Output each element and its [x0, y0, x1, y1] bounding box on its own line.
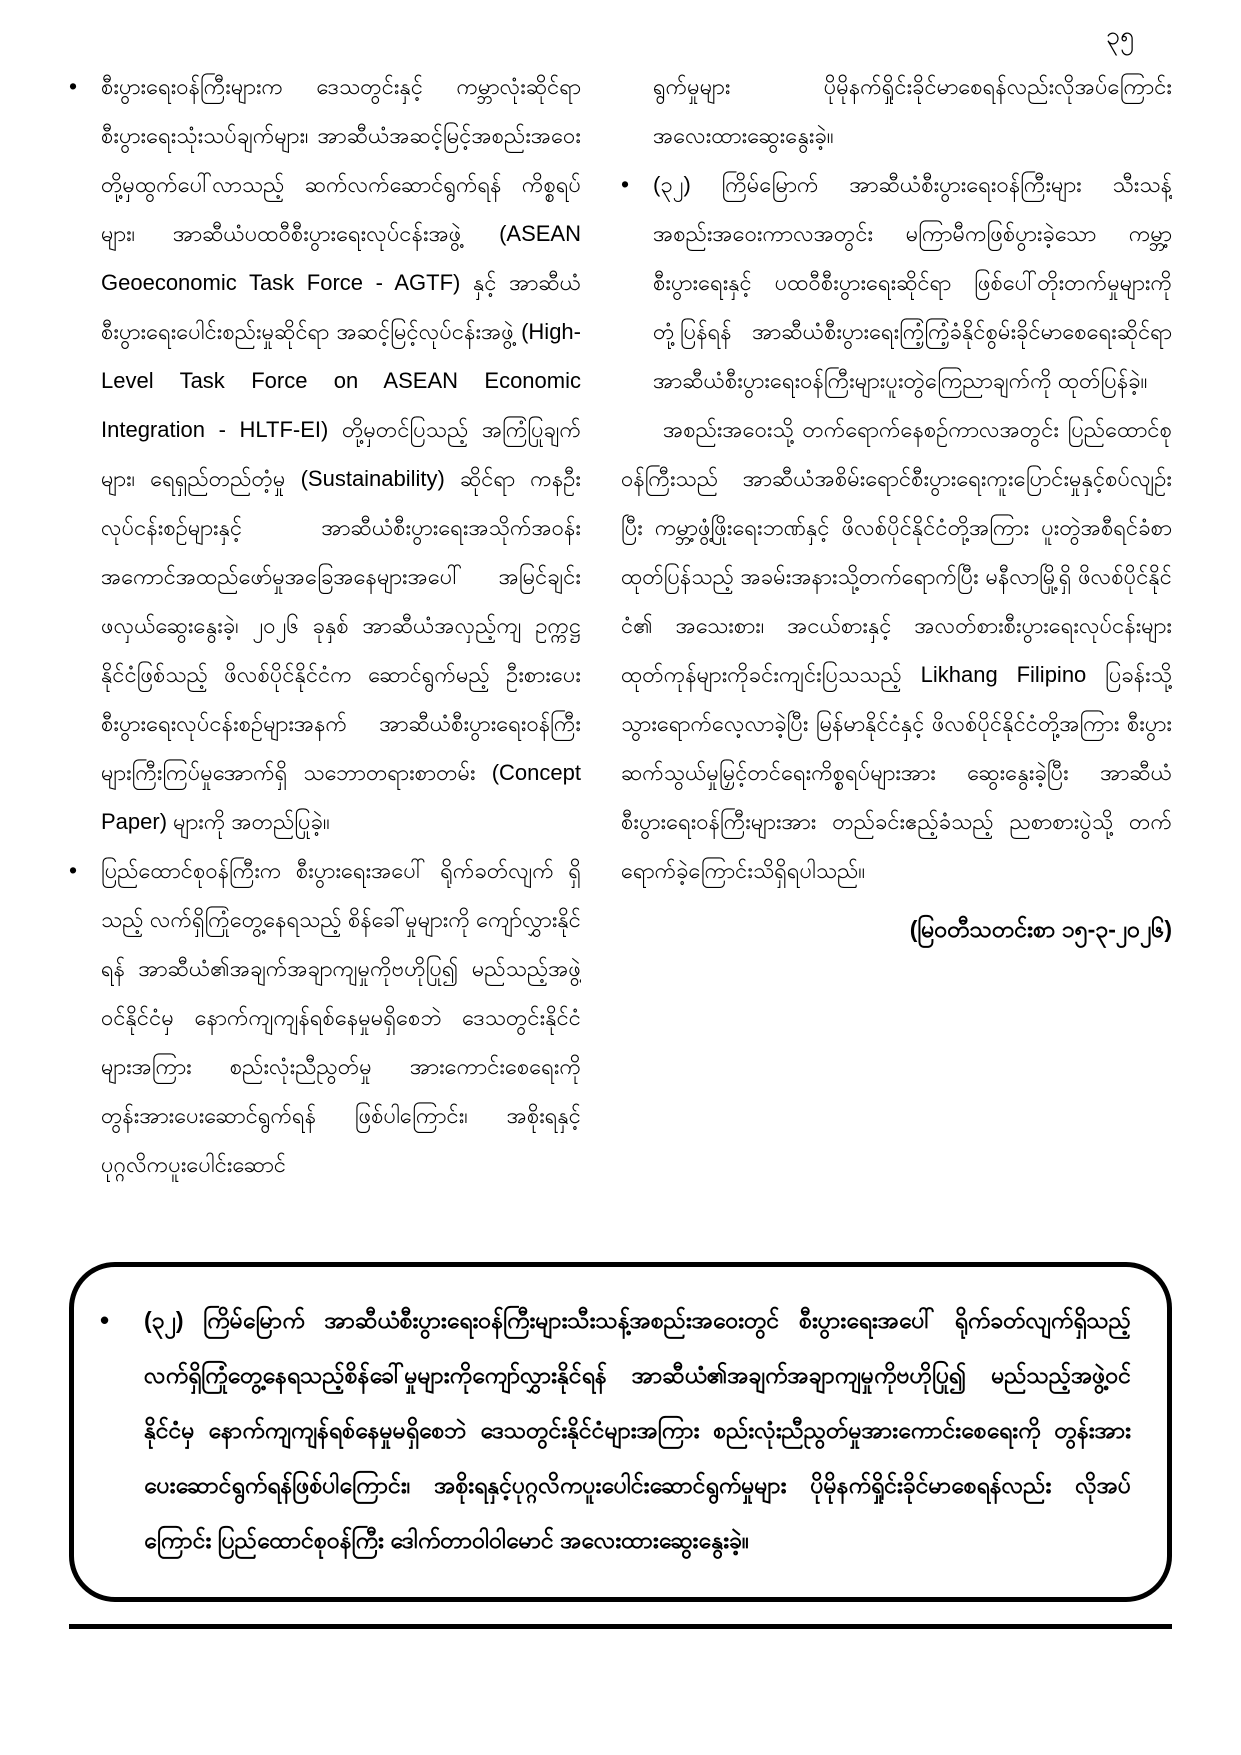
highlight-bullet-item [100, 1293, 1131, 1568]
bullet-1-text: စီးပွားရေးဝန်ကြီးများက ဒေသတွင်းနှင့် ကမ္ဘာလုံးဆိုင်ရာ စီးပွားရေးသုံးသပ်ချက်များ၊ အာဆီယံအဆင့်မြင့်အစည်းအဝေးတို့မှထွက်ပေါ်လာသည့် ဆက်လက်ဆောင်ရွက်ရန် ကိစ္စရပ်များ၊ အာဆီယံပထဝီစီးပွားရေးလုပ်ငန်းအဖွဲ့ (ASEAN Geoeconomic Task Force - AGTF) နှင့် အာဆီယံစီးပွားရေးပေါင်းစည်းမှုဆိုင်ရာ အဆင့်မြင့်လုပ်ငန်းအဖွဲ့ (High-Level Task Force on ASEAN Economic Integration - HLTF-EI) တို့မှတင်ပြသည့် အကြံပြုချက်များ၊ ရေရှည်တည်တံ့မှု (Sustainability) ဆိုင်ရာ ကနဦးလုပ်ငန်းစဉ်များနှင့် အာဆီယံစီးပွားရေးအသိုက်အဝန်း အကောင်အထည်ဖော်မှုအခြေအနေများအပေါ် အမြင်ချင်းဖလှယ်ဆွေးနွေးခဲ့၊ ၂၀၂၆ ခုနှစ် အာဆီယံအလှည့်ကျ ဥက္ကဋ္ဌနိုင်ငံဖြစ်သည့် ဖိလစ်ပိုင်နိုင်ငံက ဆောင်ရွက်မည့် ဦးစားပေးစီးပွားရေးလုပ်ငန်းစဉ်များအနက် အာဆီယံစီးပွားရေးဝန်ကြီးများကြီးကြပ်မှုအောက်ရှိ သဘောတရားစာတမ်း (Concept Paper) များကို အတည်ပြုခဲ့။ [101, 74, 581, 834]
bullet-3-text: (၃၂) ကြိမ်မြောက် အာဆီယံစီးပွားရေးဝန်ကြီးများ သီးသန့် အစည်းအဝေးကာလအတွင်း မကြာမီကဖြစ်ပွားခဲ့သော ကမ္ဘာ့စီးပွားရေးနှင့် ပထဝီစီးပွားရေးဆိုင်ရာ ဖြစ်ပေါ်တိုးတက်မှုများကိုတုံ့ပြန်ရန် အာဆီယံစီးပွားရေးကြံ့ကြံ့ခံနိုင်စွမ်းခိုင်မာစေရေးဆိုင်ရာ အာဆီယံစီးပွားရေးဝန်ကြီးများပူးတွဲကြေညာချက်ကို ထုတ်ပြန်ခဲ့။ [653, 172, 1172, 393]
column-left [69, 62, 581, 1234]
source-citation: (မြဝတီသတင်းစာ ၁၅-၃-၂၀၂၆) [909, 916, 1172, 942]
footer-divider-rule [69, 1624, 1172, 1629]
bullet-icon: • [100, 1305, 110, 1335]
bullet-icon: • [69, 73, 78, 99]
column-right [621, 62, 1172, 1234]
page-number: ၃၅ [1105, 22, 1134, 50]
bullet-item-3 [621, 160, 1172, 405]
bullet-icon: • [621, 171, 630, 197]
bullet-2-text-continuation: ရွက်မှုများ ပိုမိုနက်ရှိုင်းခိုင်မာစေရန်လည်းလိုအပ်ကြောင်း အလေးထားဆွေးနွေးခဲ့။ [653, 74, 1172, 148]
two-column-body [69, 62, 1172, 1234]
highlight-box-text: (၃၂) ကြိမ်မြောက် အာဆီယံစီးပွားရေးဝန်ကြီးများသီးသန့်အစည်းအဝေးတွင် စီးပွားရေးအပေါ် ရိုက်ခတ်လျက်ရှိသည့် လက်ရှိကြုံတွေ့နေရသည့်စိန်ခေါ်မှုများကိုကျော်လွှားနိုင်ရန် အာဆီယံ၏အချက်အချာကျမှုကိုဗဟိုပြု၍ မည်သည့်အဖွဲ့ဝင်နိုင်ငံမှ နောက်ကျကျန်ရစ်နေမှုမရှိစေဘဲ ဒေသတွင်းနိုင်ငံများအကြား စည်းလုံးညီညွတ်မှုအားကောင်းစေရေးကို တွန်းအားပေးဆောင်ရွက်ရန်ဖြစ်ပါကြောင်း၊ အစိုးရနှင့်ပုဂ္ဂလိကပူးပေါင်းဆောင်ရွက်မှုများ ပိုမိုနက်ရှိုင်းခိုင်မာစေရန်လည်း လိုအပ်ကြောင်း ပြည်ထောင်စုဝန်ကြီး ဒေါက်တာဝါဝါမောင် အလေးထားဆွေးနွေးခဲ့။ [144, 1307, 1131, 1553]
highlight-box [69, 1262, 1172, 1602]
bullet-icon: • [69, 857, 78, 883]
bullet-item-1 [69, 62, 581, 846]
closing-paragraph: အစည်းအဝေးသို့ တက်ရောက်နေစဉ်ကာလအတွင်း ပြည်ထောင်စုဝန်ကြီးသည် အာဆီယံအစိမ်းရောင်စီးပွားရေးကူးပြောင်းမှုနှင့်စပ်လျဉ်းပြီး ကမ္ဘာ့ဖွံ့ဖြိုးရေးဘဏ်နှင့် ဖိလစ်ပိုင်နိုင်ငံတို့အကြား ပူးတွဲအစီရင်ခံစာထုတ်ပြန်သည့် အခမ်းအနားသို့တက်ရောက်ပြီး မနီလာမြို့ရှိ ဖိလစ်ပိုင်နိုင်ငံ၏ အသေးစား၊ အငယ်စားနှင့် အလတ်စားစီးပွားရေးလုပ်ငန်းများ ထုတ်ကုန်များကိုခင်းကျင်းပြသသည့် Likhang Filipino ပြခန်းသို့ သွားရောက်လေ့လာခဲ့ပြီး မြန်မာနိုင်ငံနှင့် ဖိလစ်ပိုင်နိုင်ငံတို့အကြား စီးပွားဆက်သွယ်မှုမြှင့်တင်ရေးကိစ္စရပ်များအား ဆွေးနွေးခဲ့ပြီး အာဆီယံစီးပွားရေးဝန်ကြီးများအား တည်ခင်းဧည့်ခံသည့် ညစာစားပွဲသို့ တက်ရောက်ခဲ့ကြောင်းသိရှိရပါသည်။ [621, 417, 1172, 883]
bullet-item-2 [69, 846, 581, 1189]
bullet-2-text-start: ပြည်ထောင်စုဝန်ကြီးက စီးပွားရေးအပေါ် ရိုက်ခတ်လျက် ရှိသည့် လက်ရှိကြုံတွေ့နေရသည့် စိန်ခေါ်မှုများကို ကျော်လွှားနိုင်ရန် အာဆီယံ၏အချက်အချာကျမှုကိုဗဟိုပြု၍ မည်သည့်အဖွဲ့ဝင်နိုင်ငံမှ နောက်ကျကျန်ရစ်နေမှုမရှိစေဘဲ ဒေသတွင်းနိုင်ငံများအကြား စည်းလုံးညီညွတ်မှု အားကောင်းစေရေးကို တွန်းအားပေးဆောင်ရွက်ရန် ဖြစ်ပါကြောင်း၊ အစိုးရနှင့်ပုဂ္ဂလိကပူးပေါင်းဆောင် [101, 858, 581, 1177]
